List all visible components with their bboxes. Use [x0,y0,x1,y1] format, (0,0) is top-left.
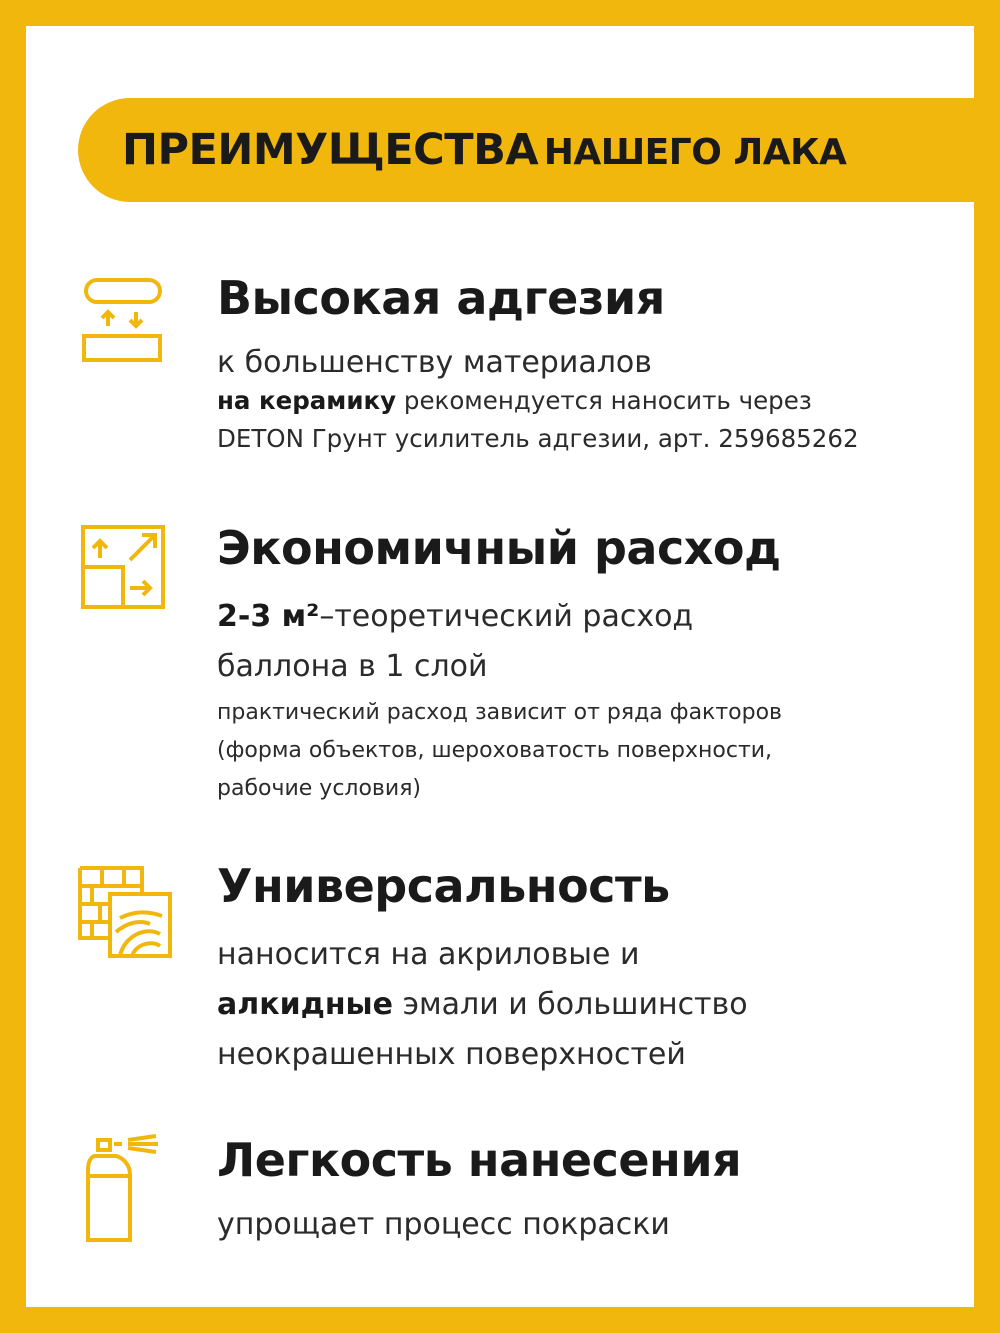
title-secondary: НАШЕГО ЛАКА [543,132,847,173]
note-rest: рекомендуется наносить через [396,386,812,415]
feature-title: Легкость нанесения [217,1133,742,1187]
feature-title: Высокая адгезия [217,271,665,325]
coverage-icon [80,524,166,610]
feature-line [217,980,957,1030]
feature-note-line: (форма объектов, шероховатость поверхности, [217,738,773,763]
adhesion-icon [76,276,166,368]
line-rest: эмали и большинство [393,987,748,1022]
header-banner [78,98,1000,202]
spray-can-icon [84,1134,160,1246]
feature-lead: упрощает процесс покраски [217,1207,670,1242]
feature-line: неокрашенных поверхностей [217,1037,686,1072]
feature-note [217,382,957,420]
line-bold: алкидные [217,987,394,1022]
feature-title: Универсальность [217,859,670,913]
title-main: ПРЕИМУЩЕСТВА [122,125,539,175]
brick-wood-icon [76,864,174,960]
feature-note-line: практический расход зависит от ряда факторов [217,700,783,725]
feature-lead-line2: баллона в 1 слой [217,649,488,684]
feature-note-line: рабочие условия) [217,776,422,801]
lead-rest: –теоретический расход [319,599,694,634]
feature-line: наносится на акриловые и [217,937,640,972]
feature-note-line2: DETON Грунт усилитель адгезии, арт. 259685262 [217,424,859,453]
feature-title: Экономичный расход [217,521,781,575]
feature-lead [217,592,957,642]
page-title [122,125,846,175]
feature-lead: к большенству материалов [217,345,652,380]
lead-bold: 2-3 м² [217,599,320,634]
note-bold: на керамику [217,386,397,415]
